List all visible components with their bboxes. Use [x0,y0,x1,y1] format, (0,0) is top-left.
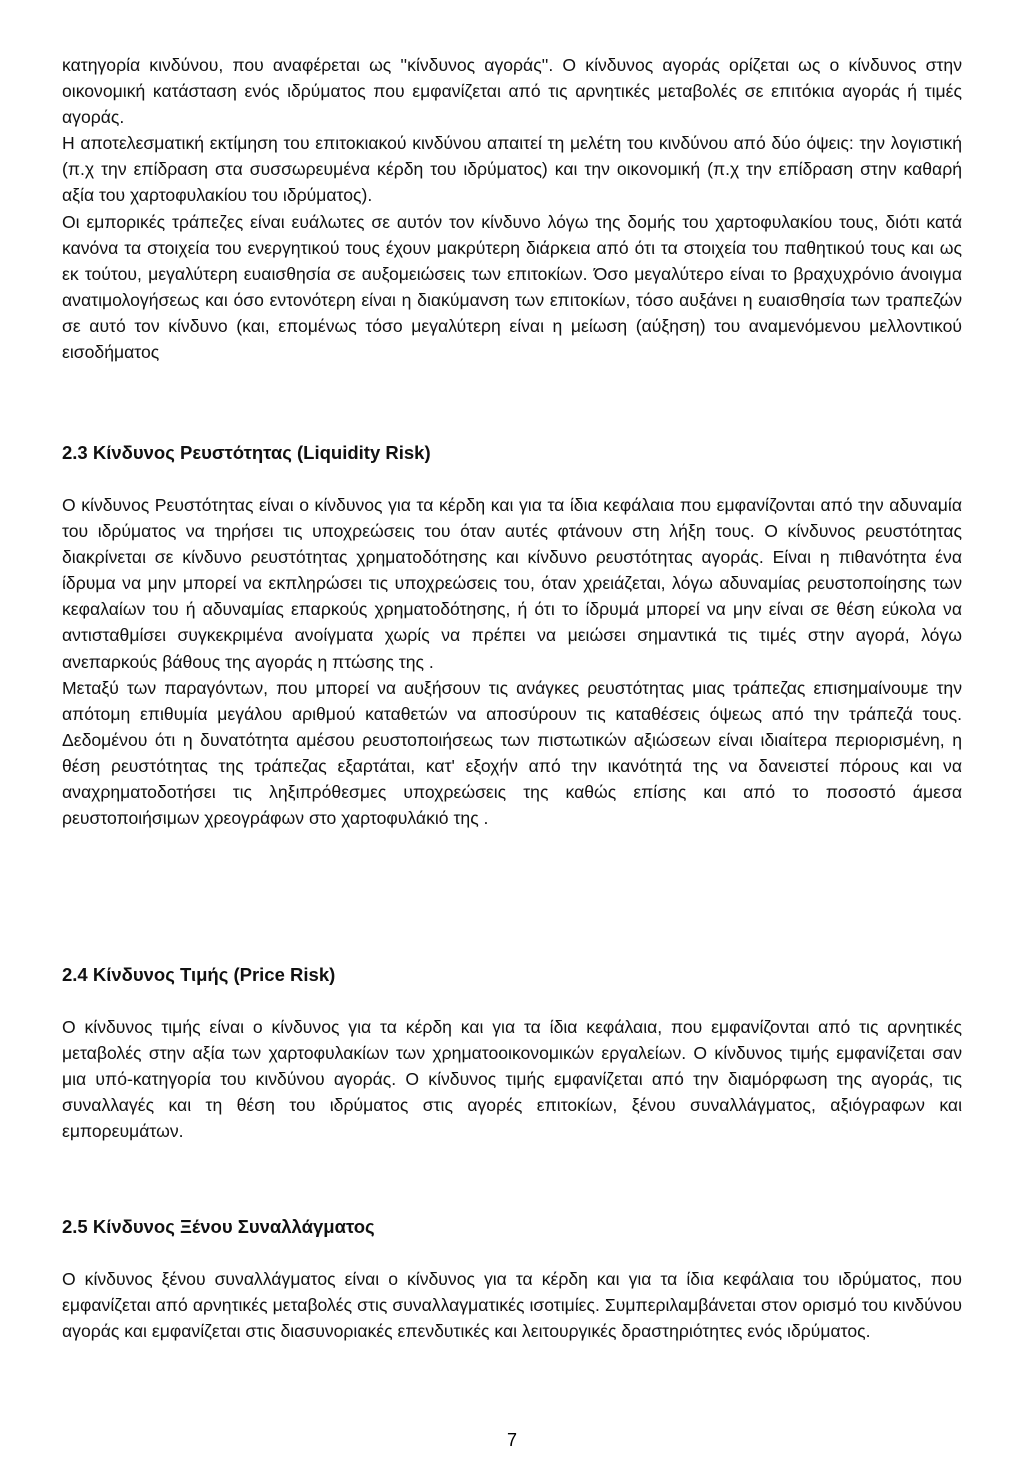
page-number: 7 [506,1430,517,1450]
section-heading-fx-risk: 2.5 Κίνδυνος Ξένου Συναλλάγματος [62,1216,375,1237]
intro-block [62,52,962,365]
liquidity-paragraph-1: Ο κίνδυνος Ρευστότητας είναι ο κίνδυνος για τα κέρδη και για τα ίδια κεφάλαια που εμφανίζονται από την αδυναμία του ιδρύματος να τηρήσει τις υποχρεώσεις του όταν αυτές φτάνουν στη λήξη τους. Ο κίνδυνος ρευστότητας διακρίνεται σε κίνδυνο ρευστότητας χρηματοδότησης και κίνδυνο ρευστότητας αγοράς. Είναι η πιθανότητα ένα ίδρυμα να μην μπορεί να εκπληρώσει τις υποχρεώσεις του, όταν χρειάζεται, λόγω αδυναμίας ρευστοποίησης των κεφαλαίων του ή αδυναμίας επαρκούς χρηματοδότησης, ή ότι το ίδρυμά μπορεί να μην είναι σε θέση εύκολα να αντισταθμίσει συγκεκριμένα ανοίγματα χωρίς να πρέπει να μειώσει σημαντικά τις τιμές στην αγορά, λόγω ανεπαρκούς βάθους της αγοράς η πτώσης της . [62,495,962,672]
intro-paragraph-3: Οι εμπορικές τράπεζες είναι ευάλωτες σε αυτόν τον κίνδυνο λόγω της δομής του χαρτοφυλακίου τους, διότι κατά κανόνα τα στοιχεία του ενεργητικού τους έχουν μακρύτερη διάρκεια από ότι τα στοιχεία του παθητικού τους και ως εκ τούτου, μεγαλύτερη ευαισθησία σε αυξομειώσεις των επιτοκίων. Όσο μεγαλύτερο είναι το βραχυχρόνιο άνοιγμα ανατιμολογήσεως και όσο εντονότερη είναι η διακύμανση των επιτοκίων, τόσο αυξάνει η ευαισθησία των τραπεζών σε αυτό τον κίνδυνο (και, επομένως τόσο μεγαλύτερη είναι η μείωση (αύξηση) του αναμενόμενου μελλοντικού εισοδήματος [62,211,962,363]
intro-paragraph-1: κατηγορία κινδύνου, που αναφέρεται ως ''κίνδυνος αγοράς''. Ο κίνδυνος αγοράς ορίζεται ως ο κίνδυνος στην οικονομική κατάσταση ενός ιδρύματος που εμφανίζεται από τις αρνητικές μεταβολές σε επιτόκια αγοράς ή τιμές αγοράς. [62,55,962,128]
section-heading-liquidity-risk: 2.3 Κίνδυνος Ρευστότητας (Liquidity Risk) [62,442,431,463]
price-paragraph-1: Ο κίνδυνος τιμής είναι ο κίνδυνος για τα κέρδη και για τα ίδια κεφάλαια, που εμφανίζονται από τις αρνητικές μεταβολές στην αξία των χαρτοφυλακίων των χρηματοοικονομικών εργαλείων. Ο κίνδυνος τιμής εμφανίζεται σαν μια υπό-κατηγορία του κινδύνου αγοράς. Ο κίνδυνος τιμής εμφανίζεται από την διαμόρφωση της αγοράς, τις συναλλαγές και τη θέση του ιδρύματος στις αγορές επιτοκίων, ξένου συναλλάγματος, αξιόγραφων και εμπορευμάτων. [62,1017,962,1142]
fx-paragraph-1: Ο κίνδυνος ξένου συναλλάγματος είναι ο κίνδυνος για τα κέρδη και για τα ίδια κεφάλαια του ιδρύματος, που εμφανίζεται από αρνητικές μεταβολές στις συναλλαγματικές ισοτιμίες. Συμπεριλαμβάνεται στον ορισμό του κινδύνου αγοράς και εμφανίζεται στις διασυνοριακές επενδυτικές και λειτουργικές δραστηριότητες ενός ιδρύματος. [62,1269,962,1342]
section-body-price-risk [62,1014,962,1144]
section-body-liquidity-risk [62,492,962,831]
section-heading-price-risk: 2.4 Κίνδυνος Τιμής (Price Risk) [62,964,336,985]
liquidity-paragraph-2: Μεταξύ των παραγόντων, που μπορεί να αυξήσουν τις ανάγκες ρευστότητας μιας τράπεζας επισημαίνουμε την απότομη επιθυμία μεγάλου αριθμού καταθετών να αποσύρουν τις καταθέσεις όψεως από την τράπεζά τους. Δεδομένου ότι η δυνατότητα αμέσου ρευστοποιήσεως των πιστωτικών αξιώσεων είναι ιδιαίτερα περιορισμένη, η θέση ρευστότητας της τράπεζας εξαρτάται, κατ' εξοχήν από την ικανότητά της να δανειστεί πόρους και να αναχρηματοδοτήσει τις ληξιπρόθεσμες υποχρεώσεις της καθώς επίσης και από το ποσοστό άμεσα ρευστοποιήσιμων χρεογράφων στο χαρτοφυλάκιό της . [62,677,962,829]
intro-paragraph-2: Η αποτελεσματική εκτίμηση του επιτοκιακού κινδύνου απαιτεί τη μελέτη του κινδύνου από δύο όψεις: την λογιστική (π.χ την επίδραση στα συσσωρευμένα κέρδη του ιδρύματος) και την οικονομική (π.χ την επίδραση στην καθαρή αξία του χαρτοφυλακίου του ιδρύματος). [62,133,962,206]
section-body-fx-risk [62,1266,962,1344]
